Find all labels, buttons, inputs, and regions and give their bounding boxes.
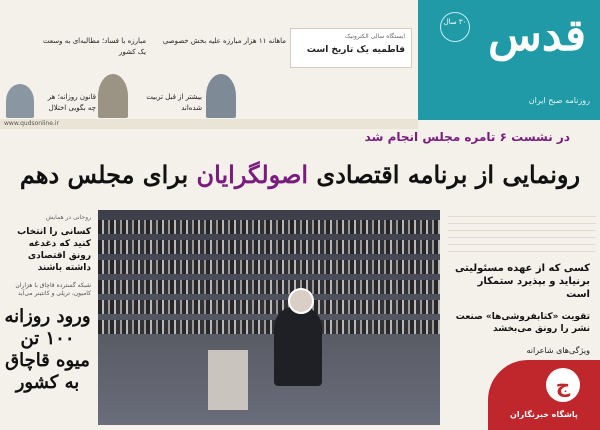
left-column <box>0 210 95 394</box>
right-text-block <box>448 210 596 252</box>
left-small: روحانی در همایش <box>45 214 91 221</box>
masthead <box>418 0 600 120</box>
speaker-head <box>288 288 314 314</box>
main-headline <box>10 160 590 189</box>
teaser-2: ماهانه ۱۱ هزار مبارزه علیه بخش خصوصی <box>162 37 286 45</box>
top-teasers <box>6 28 286 112</box>
journalists-club-badge <box>488 360 600 430</box>
url-bar: www.qudsonline.ir <box>0 119 418 129</box>
right-story-1: کسی که از عهده مسئولیتی برنیاید و بپذیرد ستمکار است <box>455 263 590 300</box>
main-photo <box>98 210 440 425</box>
right-column <box>448 210 596 356</box>
teaser-1: مبارزه با فساد؛ مطالبه‌ای به وسعت یک کشور <box>43 37 146 56</box>
tagline: روزنامه صبح ایران <box>528 96 590 105</box>
club-logo-icon: ج <box>546 368 580 402</box>
teaser-4: قانون روزانه؛ هر چه بگویی اختلال <box>47 93 96 112</box>
top-feature-box <box>290 28 412 68</box>
headline-part2: برای مجلس دهم <box>19 160 197 189</box>
right-story-2: تقویت «کتابفروشی‌ها» صنعت نشر را رونق می‌بخشد <box>455 312 590 334</box>
right-story-3: ویژگی‌های شاعرانه <box>526 346 590 355</box>
left-teaser: کسانی را انتخاب کنید که دغدغه رونق اقتصادی داشته باشند <box>17 227 91 273</box>
portrait-1 <box>6 84 34 118</box>
left-big-3: میوه قاچاق <box>5 350 90 371</box>
anniversary-badge: ۳۰ سال <box>440 12 470 42</box>
portrait-3 <box>206 74 236 118</box>
headline-kicker: در نشست ۶ تامره مجلس انجام شد <box>364 130 570 144</box>
left-big-1: ورود روزانه <box>4 306 91 327</box>
left-note: شبکه گسترده قاچاق با هزاران کامیون، تریلی و کانتینر می‌آید <box>15 282 91 297</box>
headline-highlight: اصولگرایان <box>196 160 309 189</box>
feature-title: فاطمیه یک تاریخ است <box>306 45 405 55</box>
headline-part1: رونمایی از برنامه اقتصادی <box>308 160 581 189</box>
newspaper-logo: قدس <box>488 10 586 61</box>
podium <box>208 350 248 410</box>
feature-kicker: ایستگاه سالی الکترونیک <box>345 33 405 40</box>
portrait-2 <box>98 74 128 118</box>
teaser-3: بیشتر از قبل تربیت شده‌اند <box>146 93 202 112</box>
left-big-4: به کشور <box>15 372 80 393</box>
club-text: پاشگاه خبرنگاران <box>510 410 578 419</box>
left-big-2: ۱۰۰ تن <box>20 328 75 349</box>
speaker-figure <box>274 306 322 386</box>
